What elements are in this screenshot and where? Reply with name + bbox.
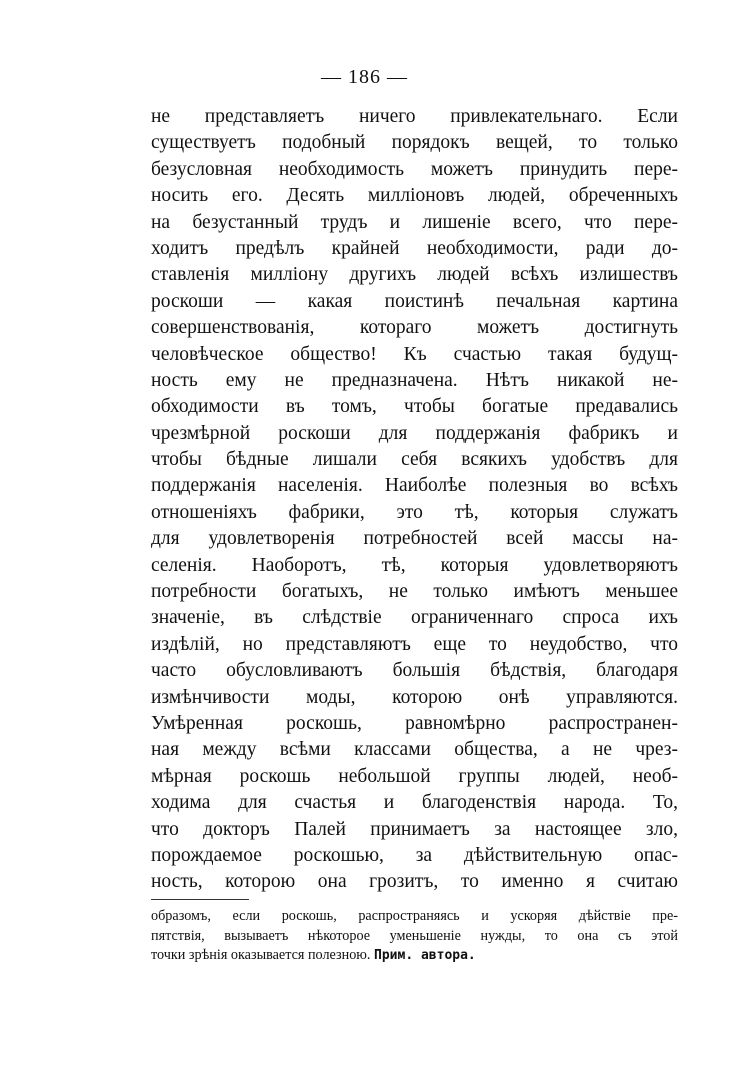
body-text	[151, 104, 678, 896]
body-line: для удовлетворенія потребностей всей массы на-	[151, 528, 678, 550]
footnote-last-line	[151, 946, 678, 966]
body-line: Умѣренная роскошь, равномѣрно распространен-	[151, 712, 678, 734]
footnote-line: образомъ, если роскошь, распространяясь и ускоряя дѣйствіе пре-	[151, 908, 678, 924]
body-line: не представляетъ ничего привлекательнаго. Если	[151, 106, 678, 127]
body-line: потребности богатыхъ, не только имѣютъ меньшее	[151, 581, 678, 603]
footnote-divider	[151, 899, 249, 900]
body-line: измѣнчивости моды, которою онѣ управляются.	[151, 686, 678, 708]
body-line: человѣческое общество! Къ счастью такая будущ-	[151, 343, 678, 365]
body-line: отношеніяхъ фабрики, это тѣ, которыя служатъ	[151, 501, 678, 523]
footnote	[151, 907, 678, 966]
body-line: обходимости въ томъ, чтобы богатые предавались	[151, 396, 678, 418]
body-line: на безустанный трудъ и лишеніе всего, что пере-	[151, 211, 678, 233]
body-line: ная между всѣми классами общества, а не чрез-	[151, 739, 678, 761]
page-number: — 186 —	[321, 66, 408, 88]
body-line: часто обусловливаютъ большія бѣдствія, благодаря	[151, 660, 678, 682]
body-line: мѣрная роскошь небольшой группы людей, необ-	[151, 765, 678, 787]
body-line: ставленія милліону другихъ людей всѣхъ излишествъ	[151, 264, 678, 286]
body-line: носить его. Десять милліоновъ людей, обреченныхъ	[151, 185, 678, 207]
body-line: что докторъ Палей принимаетъ за настоящее зло,	[151, 818, 678, 840]
body-line: совершенствованія, котораго можетъ достигнуть	[151, 317, 678, 339]
body-line: ность ему не предназначена. Нѣтъ никакой не-	[151, 369, 678, 391]
body-line: существуетъ подобный порядокъ вещей, то только	[151, 132, 678, 154]
body-line: чрезмѣрной роскоши для поддержанія фабрикъ и	[151, 422, 678, 444]
body-line: чтобы бѣдные лишали себя всякихъ удобствъ для	[151, 449, 678, 471]
author-note: Прим. автора.	[374, 948, 476, 963]
body-line: безусловная необходимость можетъ принудить пере-	[151, 158, 678, 180]
footnote-line: пятствія, вызываетъ нѣкоторое уменьшеніе нужды, то она съ этой	[151, 927, 678, 944]
body-line: ходитъ предѣлъ крайней необходимости, ради до-	[151, 237, 678, 259]
footnote-line: точки зрѣнія оказывается полезною.	[151, 947, 371, 963]
body-line: значеніе, въ слѣдствіе ограниченнаго спроса ихъ	[151, 607, 678, 629]
body-line: ность, которою она грозитъ, то именно я считаю	[151, 871, 678, 893]
body-line: ходима для счастья и благоденствія народа. То,	[151, 792, 678, 814]
body-line: роскоши — какая поистинѣ печальная картина	[151, 290, 678, 312]
body-line: порождаемое роскошью, за дѣйствительную опас-	[151, 844, 678, 866]
body-line: издѣлій, но представляютъ еще то неудобство, что	[151, 633, 678, 655]
body-line: поддержанія населенія. Наиболѣе полезныя во всѣхъ	[151, 475, 678, 497]
body-line: селенія. Наоборотъ, тѣ, которыя удовлетворяютъ	[151, 554, 678, 576]
